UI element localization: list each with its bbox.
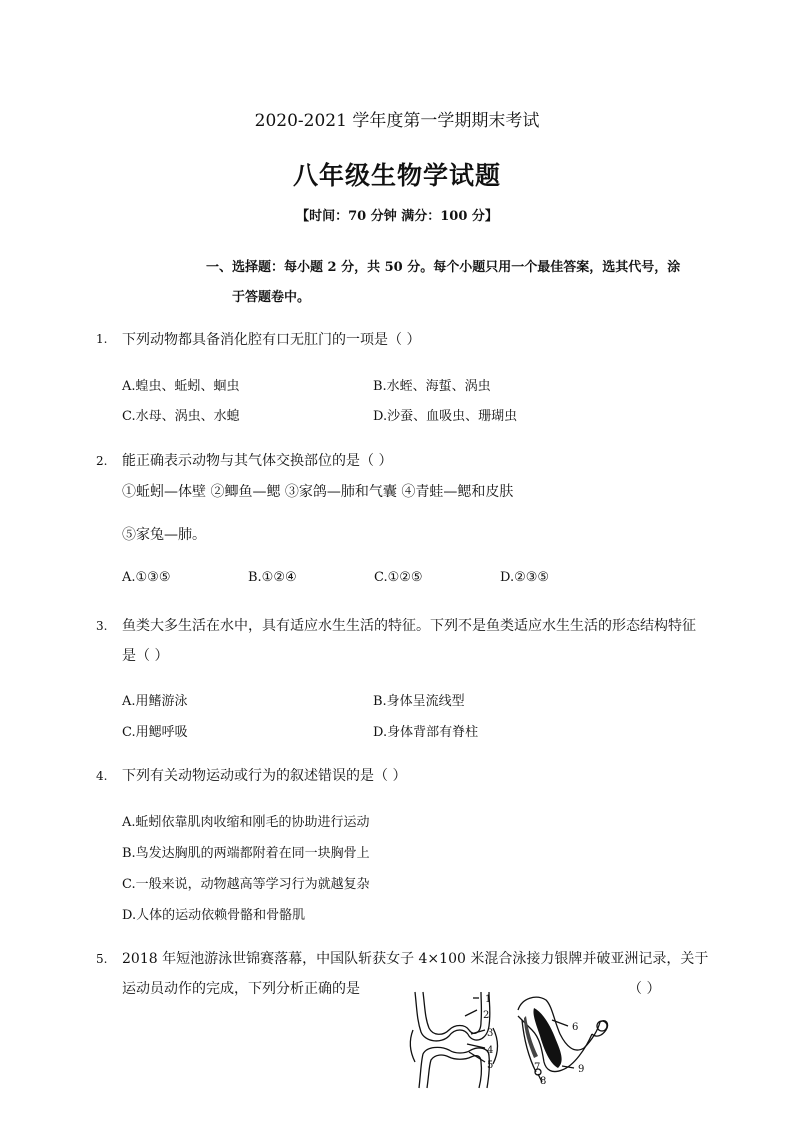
exam-subtitle: 2020-2021 学年度第一学期期末考试 [254,111,540,131]
diagram-label-6: 6 [572,1022,579,1033]
option-a: A.蚯蚓依靠肌肉收缩和刚毛的协助进行运动 [122,815,370,830]
question-number: 2. [96,454,108,468]
exam-title: 八年级生物学试题 [292,161,501,190]
question-text-line2: 是（ ） [122,648,169,664]
diagram-label-1: 1 [485,994,492,1005]
question-text-line3: ⑤家兔—肺。 [122,527,206,543]
diagram-label-9: 9 [578,1064,585,1075]
answer-parentheses: （ ） [628,981,661,997]
question-number: 5. [96,952,108,966]
question-text-line2: ①蚯蚓—体壁 ②鲫鱼—鳃 ③家鸽—肺和气囊 ④青蛙—鳃和皮肤 [122,484,514,500]
option-d: D.人体的运动依赖骨骼和骨骼肌 [122,908,306,923]
option-d: D.②③⑤ [500,570,550,585]
question-text: 能正确表示动物与其气体交换部位的是（ ） [122,453,393,469]
option-c: C.①②⑤ [374,570,423,585]
question-text: 鱼类大多生活在水中，具有适应水生生活的特征。下列不是鱼类适应水生生活的形态结构特征 [122,618,696,634]
section-instruction-line1: 一、选择题：每小题 2 分，共 50 分。每个小题只用一个最佳答案，选其代号，涂 [206,260,681,275]
option-a: A.用鳍游泳 [122,694,188,709]
diagram-label-3: 3 [487,1028,494,1039]
diagram-label-8: 8 [540,1076,547,1087]
option-b: B.①②④ [248,570,297,585]
arm-muscle-diagram [512,990,612,1090]
joint-diagram [405,990,505,1090]
option-b: B.鸟发达胸肌的两端都附着在同一块胸骨上 [122,846,370,861]
option-c: C.水母、涡虫、水螅 [122,409,240,424]
question-text: 下列有关动物运动或行为的叙述错误的是（ ） [122,768,407,784]
option-c: C.一般来说，动物越高等学习行为就越复杂 [122,877,370,892]
diagram-label-5: 5 [487,1060,494,1071]
option-b: B.身体呈流线型 [373,694,465,709]
question-number: 3. [96,619,108,633]
section-instruction-line2: 于答题卷中。 [232,290,311,305]
question-text: 2018 年短池游泳世锦赛落幕，中国队斩获女子 4×100 米混合泳接力银牌并破亚洲记录，关于 [122,951,709,967]
option-a: A.蝗虫、蚯蚓、蛔虫 [122,379,240,394]
diagram-label-7: 7 [534,1062,541,1073]
option-d: D.沙蚕、血吸虫、珊瑚虫 [373,409,518,424]
option-a: A.①③⑤ [122,570,171,585]
question-text: 下列动物都具备消化腔有口无肛门的一项是（ ） [122,332,421,348]
option-b: B.水蛭、海蜇、涡虫 [373,379,491,394]
option-c: C.用鳃呼吸 [122,725,188,740]
diagram-label-2: 2 [483,1010,490,1021]
question-number: 1. [96,332,108,346]
diagram-label-4: 4 [487,1045,494,1056]
question-text-line2: 运动员动作的完成，下列分析正确的是 [122,981,360,997]
option-d: D.身体背部有脊柱 [373,725,479,740]
time-and-score-info: 【时间：70 分钟 满分：100 分】 [296,209,498,224]
question-number: 4. [96,769,108,783]
